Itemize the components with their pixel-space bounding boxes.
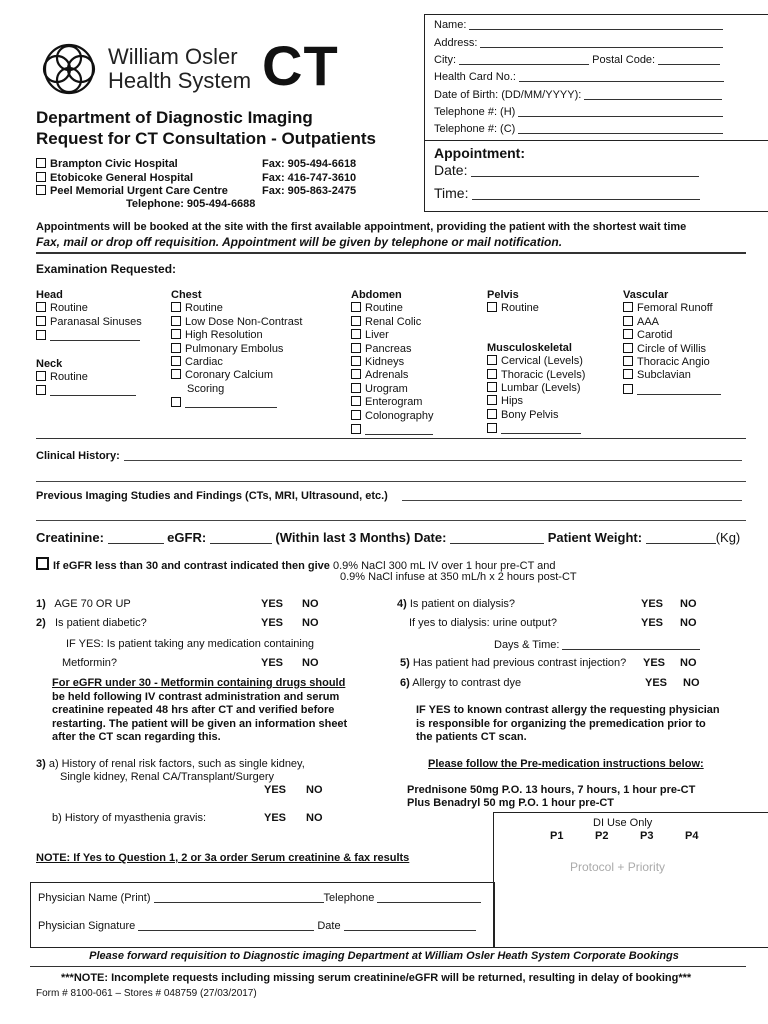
allergy-note: IF YES to known contrast allergy the requesting physician is responsible for organizing the premedication prior to the patients CT scan. — [416, 704, 720, 743]
modality-ct: CT — [262, 34, 339, 97]
form-number: Form # 8100-061 – Stores # 048759 (27/03/2017) — [36, 988, 257, 999]
physician-signature-field[interactable]: Physician Signature Date — [38, 919, 476, 932]
head-routine[interactable]: Routine — [36, 302, 142, 315]
chest-other[interactable] — [171, 396, 302, 410]
divider-thick — [36, 252, 746, 254]
site-etobicoke[interactable]: Etobicoke General Hospital — [36, 172, 193, 184]
di-p3[interactable]: P3 — [640, 830, 654, 842]
site-brampton[interactable]: Brampton Civic Hospital — [36, 158, 178, 170]
incomplete-note: ***NOTE: Incomplete requests including missing serum creatinine/eGFR will be returned, resulting in delay of booking*** — [61, 972, 692, 984]
q5-yes[interactable]: YES — [643, 657, 666, 669]
vascular-other[interactable] — [623, 383, 721, 397]
vascular-femoral[interactable]: Femoral Runoff — [623, 302, 721, 315]
vascular-thoracic-angio[interactable]: Thoracic Angio — [623, 356, 721, 369]
q1-yes[interactable]: YES — [261, 598, 284, 610]
di-p2[interactable]: P2 — [595, 830, 609, 842]
premed-title: Please follow the Pre-medication instructions below: — [428, 758, 704, 770]
exam-col-abdomen — [351, 289, 434, 437]
q3a-yes[interactable]: YES — [264, 784, 287, 796]
appointment-time-field[interactable]: Time: — [434, 185, 700, 201]
abdomen-adrenals[interactable]: Adrenals — [351, 369, 434, 382]
q2-no[interactable]: NO — [302, 617, 319, 629]
org-name-line2: Health System — [108, 68, 252, 93]
physician-name-field[interactable]: Physician Name (Print) Telephone — [38, 891, 481, 904]
metformin-no[interactable]: NO — [302, 657, 319, 669]
pelvis-title: Pelvis — [487, 289, 519, 301]
chest-high-res[interactable]: High Resolution — [171, 329, 302, 342]
clinical-history-label: Clinical History: — [36, 450, 120, 462]
clinical-history-line[interactable] — [124, 460, 742, 461]
q4-label: 4) Is patient on dialysis? — [397, 598, 516, 610]
di-protocol-priority: Protocol + Priority — [570, 860, 666, 874]
note-yes-q123: NOTE: If Yes to Question 1, 2 or 3a order Serum creatinine & fax results — [36, 852, 410, 864]
site-peel[interactable]: Peel Memorial Urgent Care Centre — [36, 185, 228, 197]
q3a-no[interactable]: NO — [306, 784, 323, 796]
di-use-only-box — [493, 812, 768, 948]
q3b-no[interactable]: NO — [306, 812, 323, 824]
booking-telephone: Telephone: 905-494-6688 — [126, 198, 256, 210]
osler-logo-icon — [34, 42, 104, 96]
msk-lumbar[interactable]: Lumbar (Levels) — [487, 382, 585, 395]
di-p1[interactable]: P1 — [550, 830, 564, 842]
dob-field[interactable]: Date of Birth: (DD/MM/YYYY): — [434, 88, 722, 101]
di-title: DI Use Only — [593, 817, 653, 829]
abdomen-pancreas[interactable]: Pancreas — [351, 343, 434, 356]
vascular-willis[interactable]: Circle of Willis — [623, 343, 721, 356]
divider-exam — [36, 438, 746, 439]
patient-address-field[interactable]: Address: — [434, 36, 723, 49]
patient-info-box — [424, 14, 768, 212]
abdomen-enterogram[interactable]: Enterogram — [351, 396, 434, 409]
abdomen-other[interactable] — [351, 423, 434, 437]
msk-cervical[interactable]: Cervical (Levels) — [487, 355, 585, 368]
patient-city-field[interactable]: City: Postal Code: — [434, 53, 720, 66]
premed-line2: Plus Benadryl 50 mg P.O. 1 hour pre-CT — [407, 797, 615, 809]
site-peel-fax: Fax: 905-863-2475 — [262, 185, 357, 197]
exam-col-head — [36, 289, 142, 399]
chest-pe[interactable]: Pulmonary Embolus — [171, 343, 302, 356]
q2-metformin: Metformin? — [62, 657, 118, 669]
abdomen-urogram[interactable]: Urogram — [351, 383, 434, 396]
msk-other[interactable] — [487, 422, 585, 436]
head-other[interactable] — [36, 329, 142, 343]
msk-thoracic[interactable]: Thoracic (Levels) — [487, 369, 585, 382]
premed-line1: Prednisone 50mg P.O. 13 hours, 7 hours, 1 hour pre-CT — [407, 784, 696, 796]
appointment-date-field[interactable]: Date: — [434, 162, 699, 178]
head-paranasal[interactable]: Paranasal Sinuses — [36, 316, 142, 329]
egfr-protocol-line2: 0.9% NaCl infuse at 350 mL/h x 2 hours post-CT — [340, 571, 577, 583]
chest-low-dose[interactable]: Low Dose Non-Contrast — [171, 316, 302, 329]
di-p4[interactable]: P4 — [685, 830, 699, 842]
chest-routine[interactable]: Routine — [171, 302, 302, 315]
chest-title: Chest — [171, 289, 202, 301]
vascular-aaa[interactable]: AAA — [623, 316, 721, 329]
exam-col-chest — [171, 289, 302, 411]
org-name-line1: William Osler — [108, 44, 238, 69]
chest-calcium-cont: Scoring — [187, 382, 225, 395]
previous-imaging-label: Previous Imaging Studies and Findings (CTs, MRI, Ultrasound, etc.) — [36, 490, 388, 502]
q4-sub-yes[interactable]: YES — [641, 617, 664, 629]
appointment-title: Appointment: — [434, 145, 525, 161]
abdomen-liver[interactable]: Liver — [351, 329, 434, 342]
egfr-protocol[interactable]: If eGFR less than 30 and contrast indicated then give 0.9% NaCl 300 mL IV over 1 hour pre-CT and — [36, 557, 556, 572]
vascular-title: Vascular — [623, 289, 669, 301]
site-brampton-fax: Fax: 905-494-6618 — [262, 158, 357, 170]
q3b-label: b) History of myasthenia gravis: — [52, 812, 207, 824]
footer-divider — [30, 966, 746, 967]
q4-sub: If yes to dialysis: urine output? — [409, 617, 557, 629]
msk-title: Musculoskeletal — [487, 341, 572, 354]
metformin-yes[interactable]: YES — [261, 657, 284, 669]
q6-label: 6) Allergy to contrast dye — [400, 677, 522, 689]
abdomen-colonography[interactable]: Colonography — [351, 410, 434, 423]
neck-routine[interactable]: Routine — [36, 371, 142, 384]
submission-notice: Fax, mail or drop off requisition. Appointment will be given by telephone or mail notification. — [36, 235, 563, 249]
q4-days-field[interactable]: Days & Time: — [494, 638, 700, 651]
metformin-note: For eGFR under 30 - Metformin containing drugs should be held following IV contrast administration and serum creatinine repeated 48 hrs after CT and verified before restarting. The patient will be given an information sheet after the CT scan regarding this. — [52, 677, 348, 743]
q6-yes[interactable]: YES — [645, 677, 668, 689]
pelvis-routine[interactable]: Routine — [487, 302, 585, 315]
site-etobicoke-fax: Fax: 416-747-3610 — [262, 172, 357, 184]
msk-hips[interactable]: Hips — [487, 395, 585, 408]
q3b-yes[interactable]: YES — [264, 812, 287, 824]
q1-no[interactable]: NO — [302, 598, 319, 610]
neck-other[interactable] — [36, 384, 142, 398]
labs-row[interactable]: Creatinine: eGFR: (Within last 3 Months) Date: Patient Weight: (Kg) — [36, 530, 741, 545]
q2-label: 2) Is patient diabetic? — [36, 617, 147, 629]
q1-label: 1) AGE 70 OR UP — [36, 598, 131, 610]
q5-label: 5) Has patient had previous contrast injection? — [400, 657, 627, 669]
department-title: Department of Diagnostic Imaging — [36, 108, 313, 127]
exam-requested-title: Examination Requested: — [36, 262, 177, 276]
q2-sub: IF YES: Is patient taking any medication containing — [66, 638, 315, 650]
abdomen-renal-colic[interactable]: Renal Colic — [351, 316, 434, 329]
msk-bony-pelvis[interactable]: Bony Pelvis — [487, 409, 585, 422]
q2-yes[interactable]: YES — [261, 617, 284, 629]
clinical-history-line2[interactable] — [36, 481, 746, 482]
chest-cardiac[interactable]: Cardiac — [171, 356, 302, 369]
q3a-label: 3) a) History of renal risk factors, such as single kidney, — [36, 758, 305, 770]
forward-note: Please forward requisition to Diagnostic imaging Department at William Osler Heath System Corporate Bookings — [89, 950, 679, 962]
health-card-field[interactable]: Health Card No.: — [434, 70, 724, 83]
telephone-cell-field[interactable]: Telephone #: (C) — [434, 122, 723, 135]
exam-col-vascular — [623, 289, 721, 397]
q6-no[interactable]: NO — [683, 677, 700, 689]
q3a-label2: Single kidney, Renal CA/Transplant/Surgery — [60, 771, 274, 783]
booking-notice: Appointments will be booked at the site with the first available appointment, providing the patient with the shortest wait time — [36, 221, 687, 233]
request-title: Request for CT Consultation - Outpatients — [36, 129, 376, 148]
patient-name-field[interactable]: Name: — [434, 18, 723, 31]
vascular-carotid[interactable]: Carotid — [623, 329, 721, 342]
neck-title: Neck — [36, 357, 63, 370]
exam-col-pelvis — [487, 289, 585, 437]
previous-imaging-line2[interactable] — [36, 520, 746, 521]
abdomen-kidneys[interactable]: Kidneys — [351, 356, 434, 369]
q5-no[interactable]: NO — [680, 657, 697, 669]
telephone-home-field[interactable]: Telephone #: (H) — [434, 105, 723, 118]
q4-no[interactable]: NO — [680, 598, 697, 610]
head-title: Head — [36, 289, 63, 301]
abdomen-routine[interactable]: Routine — [351, 302, 434, 315]
vascular-subclavian[interactable]: Subclavian — [623, 369, 721, 382]
abdomen-title: Abdomen — [351, 289, 402, 301]
previous-imaging-line[interactable] — [402, 500, 742, 501]
physician-box — [30, 882, 495, 948]
chest-calcium[interactable]: Coronary Calcium — [171, 369, 302, 382]
q4-yes[interactable]: YES — [641, 598, 664, 610]
q4-sub-no[interactable]: NO — [680, 617, 697, 629]
